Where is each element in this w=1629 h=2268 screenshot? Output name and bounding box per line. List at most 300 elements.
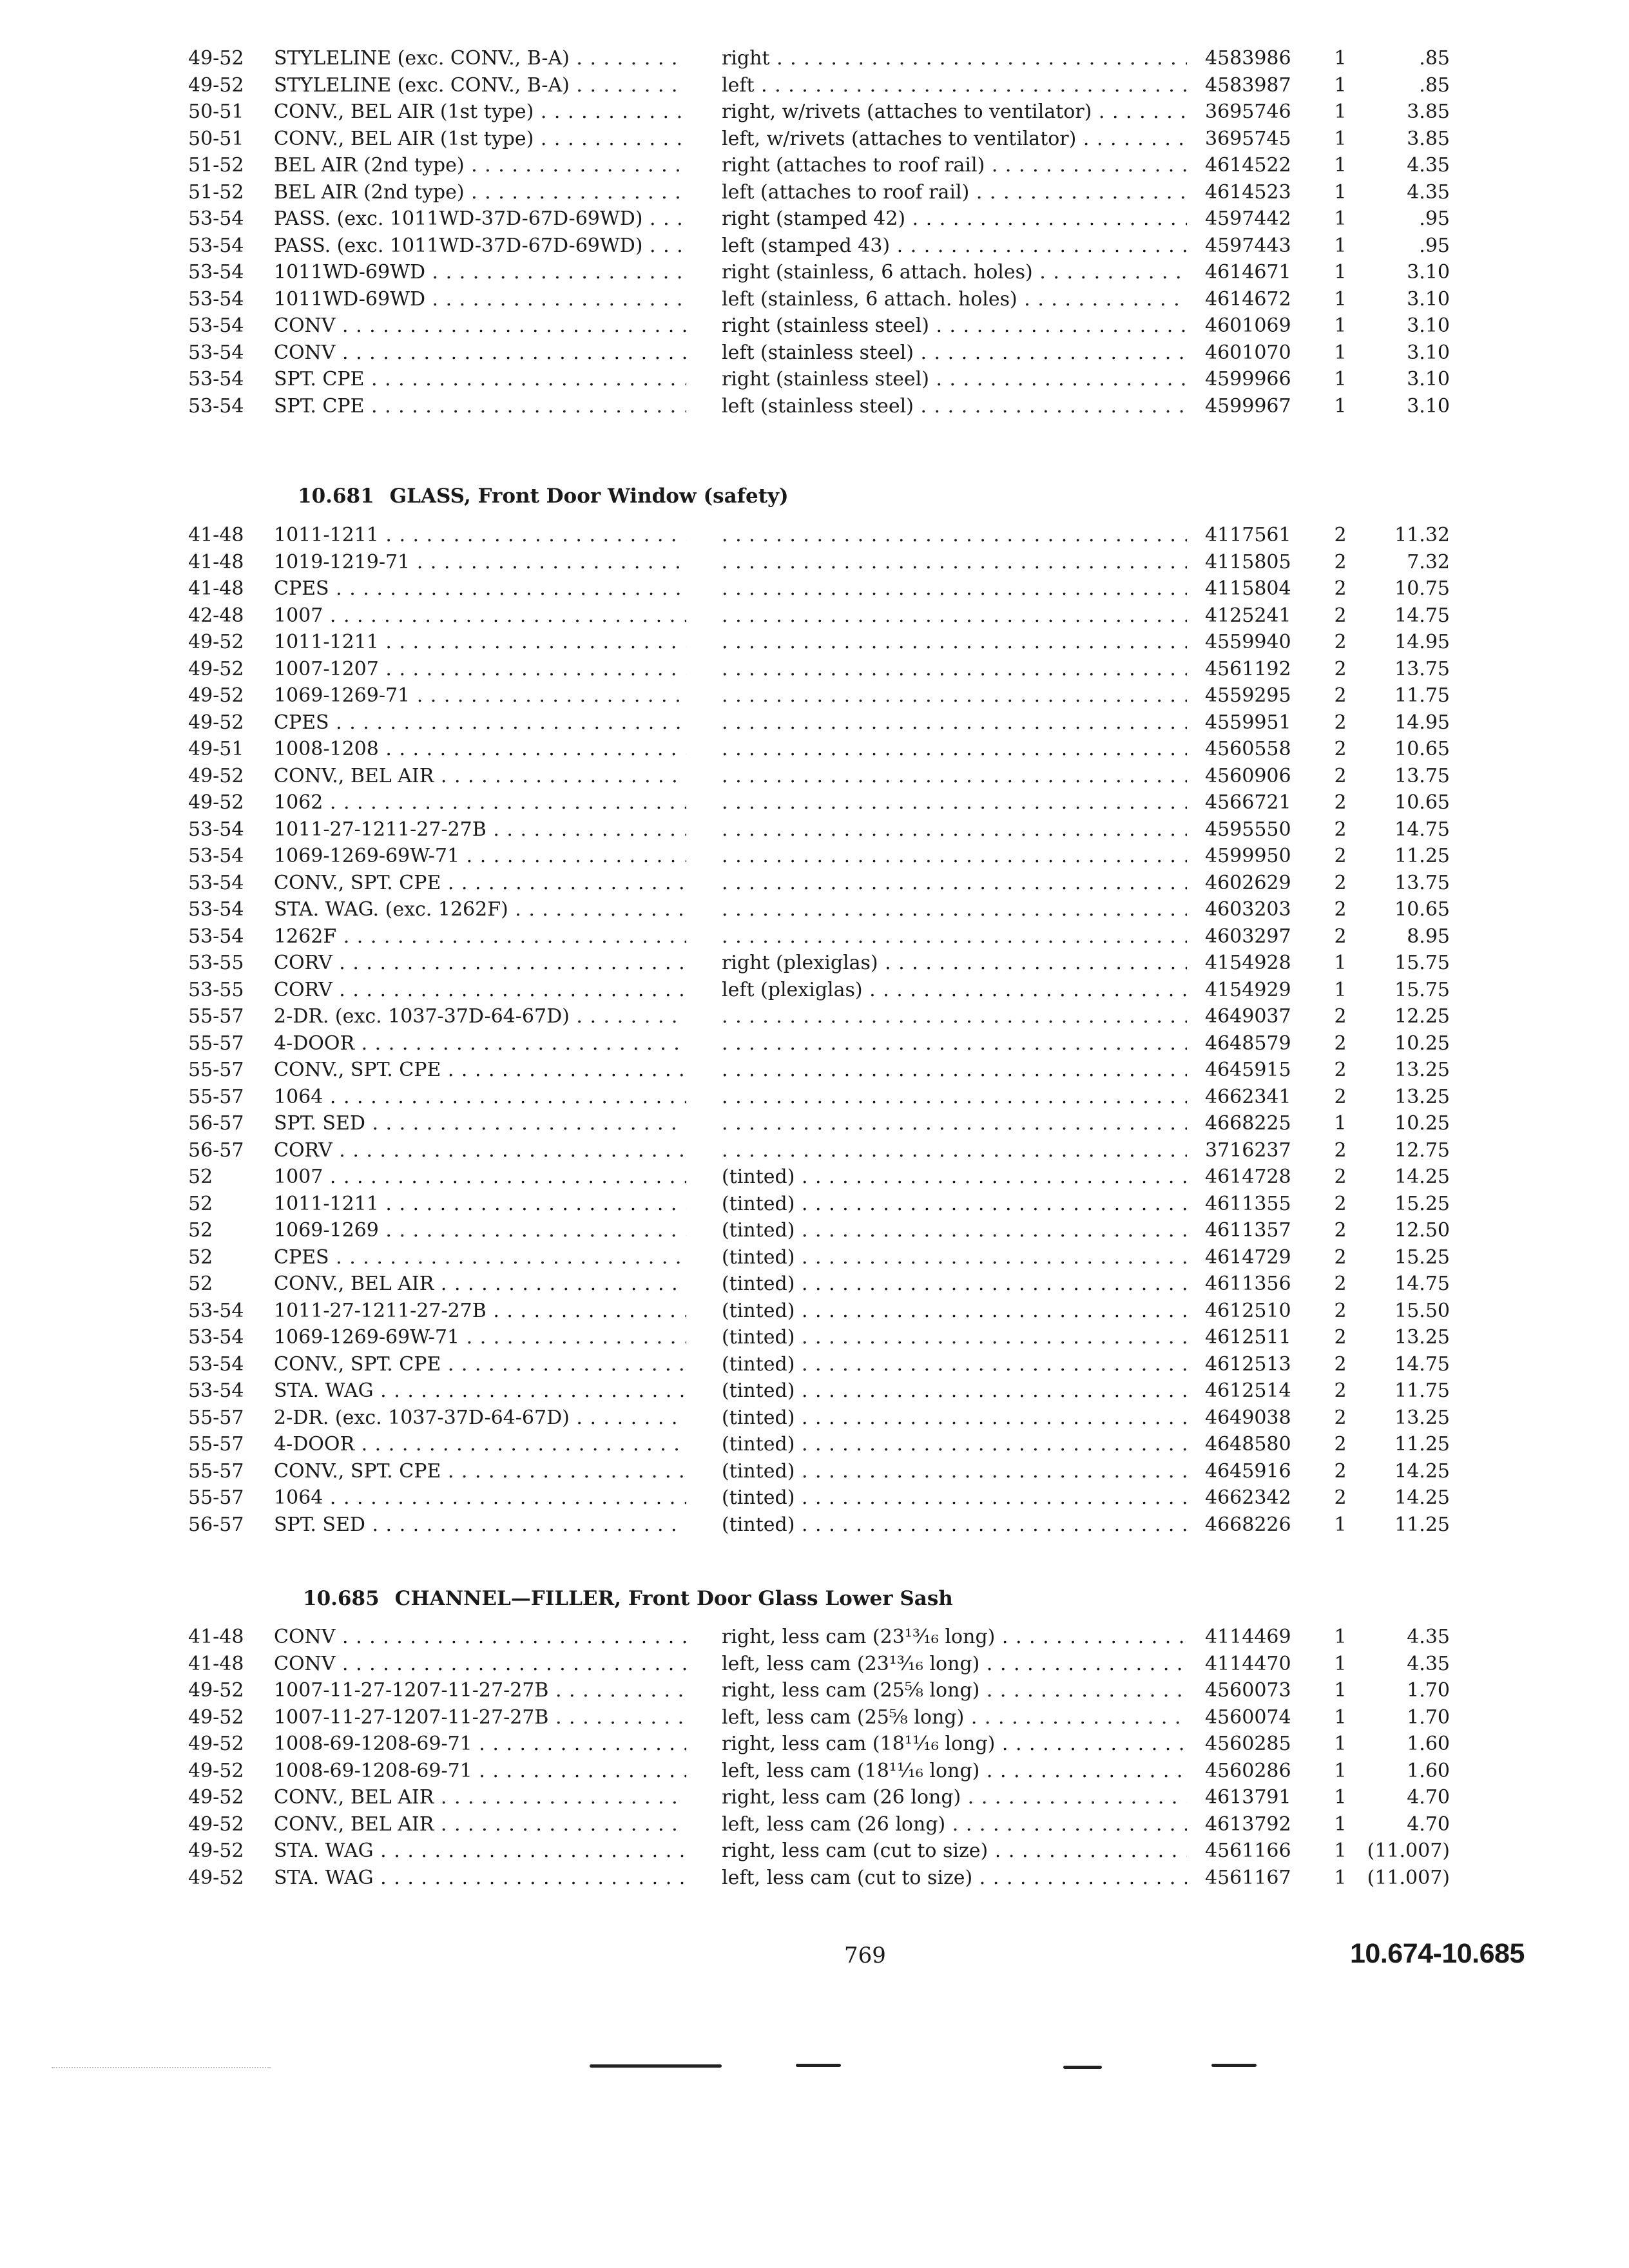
model-cell: CONV., SPT. CPE . . . xyxy=(274,1057,686,1084)
table-row xyxy=(0,366,1629,393)
description-cell: left (stainless steel) . . . xyxy=(722,340,1187,367)
year-range-cell: 41-48 xyxy=(188,1626,244,1648)
price-cell: 1.60 xyxy=(1407,1759,1450,1782)
table-row xyxy=(0,1512,1629,1539)
scan-artifact xyxy=(796,2064,841,2067)
description-cell: right (attaches to roof rail) . . . xyxy=(722,152,1187,179)
price-cell: 4.35 xyxy=(1407,1626,1450,1648)
quantity-cell: 1 xyxy=(1334,207,1347,230)
model-cell: CORV . . . xyxy=(274,977,686,1004)
quantity-cell: 1 xyxy=(1334,47,1347,70)
section-heading-10-685 xyxy=(303,1587,953,1610)
table-row xyxy=(0,1784,1629,1811)
quantity-cell: 2 xyxy=(1334,1352,1347,1376)
description-cell: left (attaches to roof rail) . . . xyxy=(722,179,1187,206)
price-cell: 3.10 xyxy=(1407,394,1450,418)
table-row xyxy=(0,549,1629,576)
part-number-cell: 4614671 xyxy=(1205,261,1291,284)
description-cell: right, less cam (25⅝ long) . . . xyxy=(722,1677,1187,1704)
model-cell: 1007 . . . xyxy=(274,602,686,629)
description-cell: left (stainless steel) . . . xyxy=(722,393,1187,420)
part-number-cell: 4154929 xyxy=(1205,978,1291,1001)
description-cell: (tinted) . . . xyxy=(722,1164,1187,1191)
part-number-cell: 4603203 xyxy=(1205,898,1291,921)
price-cell: 14.75 xyxy=(1394,1273,1450,1295)
year-range-cell: 53-55 xyxy=(188,978,244,1001)
description-cell: left (stamped 43) . . . xyxy=(722,233,1187,260)
price-cell: 13.75 xyxy=(1394,871,1450,894)
part-number-cell: 4602629 xyxy=(1205,871,1291,894)
quantity-cell: 2 xyxy=(1334,791,1347,814)
quantity-cell: 1 xyxy=(1334,952,1347,974)
page-number: 769 xyxy=(844,1943,886,1968)
table-row xyxy=(0,522,1629,549)
price-cell: 3.85 xyxy=(1407,101,1450,123)
table-row xyxy=(0,977,1629,1004)
description-cell: right, less cam (18¹¹⁄₁₆ long) . . . xyxy=(722,1731,1187,1758)
quantity-cell: 2 xyxy=(1334,1433,1347,1456)
description-cell: (tinted) . . . xyxy=(722,1191,1187,1218)
price-cell: 4.70 xyxy=(1407,1812,1450,1836)
year-range-cell: 53-54 xyxy=(188,394,244,418)
table-row xyxy=(0,816,1629,843)
description-cell xyxy=(722,1030,1187,1057)
model-cell: 1011-1211 . . . xyxy=(274,522,686,549)
model-cell: 2-DR. (exc. 1037-37D-64-67D) . . . xyxy=(274,1003,686,1030)
model-cell: CONV . . . xyxy=(274,340,686,367)
description-cell xyxy=(722,763,1187,790)
description-cell xyxy=(722,629,1187,656)
price-cell: 11.25 xyxy=(1394,845,1450,867)
year-range-cell: 55-57 xyxy=(188,1005,244,1028)
model-cell: 1008-69-1208-69-71 . . . xyxy=(274,1731,686,1758)
quantity-cell: 1 xyxy=(1334,101,1347,123)
table-row xyxy=(0,286,1629,313)
description-cell: (tinted) . . . xyxy=(722,1405,1187,1432)
model-cell: CPES . . . xyxy=(274,575,686,602)
year-range-cell: 41-48 xyxy=(188,524,244,546)
table-row xyxy=(0,1324,1629,1351)
part-number-cell: 4560906 xyxy=(1205,764,1291,787)
description-cell: right (stainless, 6 attach. holes) . . . xyxy=(722,259,1187,286)
quantity-cell: 1 xyxy=(1334,314,1347,337)
part-number-cell: 4114470 xyxy=(1205,1652,1291,1675)
price-cell: 13.25 xyxy=(1394,1059,1450,1081)
description-cell: left (plexiglas) . . . xyxy=(722,977,1187,1004)
quantity-cell: 2 xyxy=(1334,1219,1347,1242)
quantity-cell: 2 xyxy=(1334,1032,1347,1055)
quantity-cell: 1 xyxy=(1334,154,1347,177)
part-number-cell: 4614523 xyxy=(1205,180,1291,204)
price-cell: 1.60 xyxy=(1407,1733,1450,1755)
price-cell: 11.75 xyxy=(1394,1379,1450,1402)
year-range-cell: 53-54 xyxy=(188,845,244,867)
quantity-cell: 1 xyxy=(1334,1786,1347,1809)
price-cell: 4.35 xyxy=(1407,1652,1450,1675)
description-cell xyxy=(722,602,1187,629)
year-range-cell: 49-52 xyxy=(188,47,244,70)
table-row xyxy=(0,1758,1629,1785)
description-cell xyxy=(722,1137,1187,1164)
parts-table-10-685 xyxy=(0,1624,1629,1891)
scan-artifact xyxy=(52,2067,271,2068)
quantity-cell: 1 xyxy=(1334,1652,1347,1675)
quantity-cell: 2 xyxy=(1334,684,1347,707)
part-number-cell: 4561166 xyxy=(1205,1840,1291,1862)
part-number-cell: 4612514 xyxy=(1205,1379,1291,1402)
table-row xyxy=(0,393,1629,420)
model-cell: 1011WD-69WD . . . xyxy=(274,259,686,286)
year-range-cell: 49-52 xyxy=(188,1786,244,1809)
model-cell: 1064 . . . xyxy=(274,1084,686,1111)
quantity-cell: 2 xyxy=(1334,1059,1347,1081)
description-cell xyxy=(722,816,1187,843)
part-number-cell: 4614729 xyxy=(1205,1245,1291,1269)
model-cell: 1069-1269-69W-71 . . . xyxy=(274,1324,686,1351)
quantity-cell: 1 xyxy=(1334,368,1347,390)
year-range-cell: 49-52 xyxy=(188,711,244,734)
quantity-cell: 2 xyxy=(1334,1379,1347,1402)
description-cell xyxy=(722,1110,1187,1137)
description-cell xyxy=(722,656,1187,683)
model-cell: CONV . . . xyxy=(274,1624,686,1651)
description-cell xyxy=(722,1084,1187,1111)
section-title: GLASS, Front Door Window (safety) xyxy=(389,485,789,508)
table-row xyxy=(0,1244,1629,1271)
quantity-cell: 2 xyxy=(1334,1245,1347,1269)
table-row xyxy=(0,1030,1629,1057)
part-number-cell: 4599967 xyxy=(1205,394,1291,418)
model-cell: CONV . . . xyxy=(274,312,686,340)
year-range-cell: 41-48 xyxy=(188,577,244,600)
price-cell: 3.85 xyxy=(1407,127,1450,150)
part-number-cell: 4611356 xyxy=(1205,1273,1291,1295)
quantity-cell: 2 xyxy=(1334,550,1347,573)
description-cell: right (stamped 42) . . . xyxy=(722,206,1187,233)
table-row xyxy=(0,1057,1629,1084)
year-range-cell: 49-52 xyxy=(188,657,244,680)
part-number-cell: 4649038 xyxy=(1205,1406,1291,1429)
price-cell: 14.75 xyxy=(1394,604,1450,627)
description-cell xyxy=(722,575,1187,602)
part-number-cell: 4115804 xyxy=(1205,577,1291,600)
description-cell xyxy=(722,923,1187,950)
table-row xyxy=(0,656,1629,683)
year-range-cell: 53-54 xyxy=(188,261,244,284)
year-range-cell: 53-54 xyxy=(188,1379,244,1402)
model-cell: 1011-1211 . . . xyxy=(274,629,686,656)
price-cell: 11.25 xyxy=(1394,1433,1450,1456)
quantity-cell: 2 xyxy=(1334,818,1347,841)
table-row xyxy=(0,312,1629,340)
part-number-cell: 4613791 xyxy=(1205,1786,1291,1809)
year-range-cell: 53-54 xyxy=(188,234,244,257)
table-row xyxy=(0,233,1629,260)
quantity-cell: 2 xyxy=(1334,1192,1347,1215)
year-range-cell: 50-51 xyxy=(188,101,244,123)
model-cell: CONV., BEL AIR . . . xyxy=(274,1784,686,1811)
table-row xyxy=(0,575,1629,602)
price-cell: 14.75 xyxy=(1394,1352,1450,1376)
year-range-cell: 49-52 xyxy=(188,631,244,653)
model-cell: SPT. CPE . . . xyxy=(274,393,686,420)
table-row xyxy=(0,1651,1629,1678)
description-cell: left (stainless, 6 attach. holes) . . . xyxy=(722,286,1187,313)
price-cell: 10.75 xyxy=(1394,577,1450,600)
table-row xyxy=(0,709,1629,736)
price-cell: 13.25 xyxy=(1394,1326,1450,1349)
section-heading-10-681 xyxy=(298,485,789,508)
model-cell: CPES . . . xyxy=(274,709,686,736)
price-cell: 1.70 xyxy=(1407,1706,1450,1729)
price-cell: 10.65 xyxy=(1394,791,1450,814)
year-range-cell: 53-54 xyxy=(188,871,244,894)
model-cell: PASS. (exc. 1011WD-37D-67D-69WD) . . . xyxy=(274,233,686,260)
table-row xyxy=(0,950,1629,977)
part-number-cell: 4601070 xyxy=(1205,341,1291,364)
price-cell: 12.50 xyxy=(1394,1219,1450,1242)
quantity-cell: 1 xyxy=(1334,978,1347,1001)
description-cell xyxy=(722,682,1187,709)
part-number-cell: 4601069 xyxy=(1205,314,1291,337)
part-number-cell: 4559951 xyxy=(1205,711,1291,734)
description-cell: left, less cam (25⅝ long) . . . xyxy=(722,1704,1187,1731)
model-cell: CONV., SPT. CPE . . . xyxy=(274,1351,686,1378)
description-cell: right, less cam (26 long) . . . xyxy=(722,1784,1187,1811)
price-cell: 3.10 xyxy=(1407,261,1450,284)
table-row xyxy=(0,152,1629,179)
year-range-cell: 55-57 xyxy=(188,1486,244,1509)
year-range-cell: 52 xyxy=(188,1166,213,1188)
quantity-cell: 1 xyxy=(1334,1733,1347,1755)
year-range-cell: 53-54 xyxy=(188,207,244,230)
year-range-cell: 55-57 xyxy=(188,1032,244,1055)
model-cell: 1062 . . . xyxy=(274,789,686,816)
year-range-cell: 53-54 xyxy=(188,314,244,337)
part-number-cell: 3695745 xyxy=(1205,127,1291,150)
year-range-cell: 49-52 xyxy=(188,1706,244,1729)
part-number-cell: 4583986 xyxy=(1205,47,1291,70)
description-cell xyxy=(722,870,1187,897)
table-row xyxy=(0,206,1629,233)
year-range-cell: 49-51 xyxy=(188,738,244,760)
part-number-cell: 4560558 xyxy=(1205,738,1291,760)
table-row xyxy=(0,1485,1629,1512)
quantity-cell: 1 xyxy=(1334,234,1347,257)
year-range-cell: 55-57 xyxy=(188,1433,244,1456)
year-range-cell: 51-52 xyxy=(188,180,244,204)
part-number-cell: 4114469 xyxy=(1205,1626,1291,1648)
model-cell: 1019-1219-71 . . . xyxy=(274,549,686,576)
part-number-cell: 4649037 xyxy=(1205,1005,1291,1028)
quantity-cell: 1 xyxy=(1334,341,1347,364)
table-row xyxy=(0,126,1629,153)
part-number-cell: 4612511 xyxy=(1205,1326,1291,1349)
price-cell: (11.007) xyxy=(1367,1866,1450,1889)
year-range-cell: 56-57 xyxy=(188,1513,244,1536)
quantity-cell: 2 xyxy=(1334,925,1347,948)
quantity-cell: 2 xyxy=(1334,1005,1347,1028)
description-cell xyxy=(722,549,1187,576)
price-cell: 14.75 xyxy=(1394,818,1450,841)
model-cell: 1007-11-27-1207-11-27-27B . . . xyxy=(274,1677,686,1704)
quantity-cell: 1 xyxy=(1334,1112,1347,1135)
quantity-cell: 2 xyxy=(1334,631,1347,653)
table-row xyxy=(0,99,1629,126)
price-cell: 4.35 xyxy=(1407,180,1450,204)
year-range-cell: 53-54 xyxy=(188,341,244,364)
price-cell: 13.75 xyxy=(1394,657,1450,680)
quantity-cell: 2 xyxy=(1334,711,1347,734)
part-number-cell: 4612513 xyxy=(1205,1352,1291,1376)
year-range-cell: 49-52 xyxy=(188,1759,244,1782)
quantity-cell: 2 xyxy=(1334,1166,1347,1188)
table-row xyxy=(0,923,1629,950)
year-range-cell: 49-52 xyxy=(188,73,244,97)
table-row xyxy=(0,340,1629,367)
quantity-cell: 2 xyxy=(1334,1326,1347,1349)
price-cell: 1.70 xyxy=(1407,1679,1450,1702)
table-row xyxy=(0,1624,1629,1651)
year-range-cell: 49-52 xyxy=(188,684,244,707)
model-cell: STA. WAG . . . xyxy=(274,1378,686,1405)
description-cell: right (plexiglas) . . . xyxy=(722,950,1187,977)
price-cell: 15.25 xyxy=(1394,1192,1450,1215)
year-range-cell: 49-52 xyxy=(188,1840,244,1862)
part-number-cell: 4583987 xyxy=(1205,73,1291,97)
part-number-cell: 3695746 xyxy=(1205,101,1291,123)
description-cell: (tinted) . . . xyxy=(722,1298,1187,1325)
table-row xyxy=(0,1271,1629,1298)
table-row xyxy=(0,1838,1629,1865)
part-number-cell: 4125241 xyxy=(1205,604,1291,627)
table-row xyxy=(0,1110,1629,1137)
year-range-cell: 52 xyxy=(188,1245,213,1269)
section-number: 10.685 xyxy=(303,1587,380,1610)
part-number-cell: 4560074 xyxy=(1205,1706,1291,1729)
quantity-cell: 1 xyxy=(1334,1626,1347,1648)
quantity-cell: 2 xyxy=(1334,871,1347,894)
model-cell: 1069-1269-69W-71 . . . xyxy=(274,843,686,870)
description-cell: left, w/rivets (attaches to ventilator) . . . xyxy=(722,126,1187,153)
table-row xyxy=(0,1431,1629,1458)
description-cell: (tinted) . . . xyxy=(722,1351,1187,1378)
price-cell: 7.32 xyxy=(1407,550,1450,573)
part-number-cell: 3716237 xyxy=(1205,1139,1291,1162)
price-cell: .95 xyxy=(1419,234,1450,257)
model-cell: CONV., BEL AIR . . . xyxy=(274,1271,686,1298)
model-cell: 4-DOOR . . . xyxy=(274,1431,686,1458)
table-row xyxy=(0,843,1629,870)
description-cell: (tinted) . . . xyxy=(722,1271,1187,1298)
model-cell: 1007-1207 . . . xyxy=(274,656,686,683)
model-cell: 1069-1269 . . . xyxy=(274,1217,686,1244)
model-cell: SPT. SED . . . xyxy=(274,1512,686,1539)
quantity-cell: 1 xyxy=(1334,261,1347,284)
quantity-cell: 1 xyxy=(1334,1679,1347,1702)
part-number-cell: 4560073 xyxy=(1205,1679,1291,1702)
model-cell: PASS. (exc. 1011WD-37D-67D-69WD) . . . xyxy=(274,206,686,233)
part-number-cell: 4561167 xyxy=(1205,1866,1291,1889)
table-row xyxy=(0,1458,1629,1485)
quantity-cell: 2 xyxy=(1334,577,1347,600)
model-cell: CONV., BEL AIR (1st type) . . . xyxy=(274,126,686,153)
price-cell: 12.75 xyxy=(1394,1139,1450,1162)
price-cell: 8.95 xyxy=(1407,925,1450,948)
part-number-cell: 4560285 xyxy=(1205,1733,1291,1755)
model-cell: 1007-11-27-1207-11-27-27B . . . xyxy=(274,1704,686,1731)
price-cell: 10.25 xyxy=(1394,1032,1450,1055)
quantity-cell: 2 xyxy=(1334,1486,1347,1509)
price-cell: 11.25 xyxy=(1394,1513,1450,1536)
price-cell: 15.75 xyxy=(1394,978,1450,1001)
table-row xyxy=(0,179,1629,206)
description-cell xyxy=(722,896,1187,923)
part-number-cell: 4599950 xyxy=(1205,845,1291,867)
description-cell: left, less cam (18¹¹⁄₁₆ long) . . . xyxy=(722,1758,1187,1785)
quantity-cell: 2 xyxy=(1334,1406,1347,1429)
description-cell: left, less cam (23¹³⁄₁₆ long) . . . xyxy=(722,1651,1187,1678)
model-cell: CONV., BEL AIR . . . xyxy=(274,1811,686,1838)
quantity-cell: 2 xyxy=(1334,604,1347,627)
year-range-cell: 49-52 xyxy=(188,1679,244,1702)
table-row xyxy=(0,1731,1629,1758)
price-cell: 14.95 xyxy=(1394,631,1450,653)
table-row xyxy=(0,1137,1629,1164)
description-cell: (tinted) . . . xyxy=(722,1512,1187,1539)
description-cell xyxy=(722,522,1187,549)
part-number-cell: 4668225 xyxy=(1205,1112,1291,1135)
table-row xyxy=(0,1405,1629,1432)
table-row xyxy=(0,1298,1629,1325)
part-number-cell: 4614728 xyxy=(1205,1166,1291,1188)
price-cell: 15.25 xyxy=(1394,1245,1450,1269)
table-row xyxy=(0,1084,1629,1111)
description-cell xyxy=(722,789,1187,816)
table-row xyxy=(0,896,1629,923)
model-cell: CONV., BEL AIR (1st type) . . . xyxy=(274,99,686,126)
description-cell: right (stainless steel) . . . xyxy=(722,312,1187,340)
description-cell: right, less cam (23¹³⁄₁₆ long) . . . xyxy=(722,1624,1187,1651)
price-cell: (11.007) xyxy=(1367,1840,1450,1862)
model-cell: SPT. SED . . . xyxy=(274,1110,686,1137)
part-number-cell: 4648580 xyxy=(1205,1433,1291,1456)
year-range-cell: 52 xyxy=(188,1219,213,1242)
model-cell: 1011-1211 . . . xyxy=(274,1191,686,1218)
quantity-cell: 1 xyxy=(1334,1866,1347,1889)
quantity-cell: 1 xyxy=(1334,1759,1347,1782)
model-cell: CORV . . . xyxy=(274,1137,686,1164)
description-cell: (tinted) . . . xyxy=(722,1458,1187,1485)
part-number-cell: 4597443 xyxy=(1205,234,1291,257)
description-cell: (tinted) . . . xyxy=(722,1378,1187,1405)
part-number-cell: 4612510 xyxy=(1205,1299,1291,1322)
price-cell: 15.50 xyxy=(1394,1299,1450,1322)
quantity-cell: 1 xyxy=(1334,1706,1347,1729)
year-range-cell: 49-52 xyxy=(188,1866,244,1889)
price-cell: 11.32 xyxy=(1394,524,1450,546)
price-cell: 10.65 xyxy=(1394,898,1450,921)
year-range-cell: 51-52 xyxy=(188,154,244,177)
model-cell: 1011-27-1211-27-27B . . . xyxy=(274,1298,686,1325)
table-row xyxy=(0,1378,1629,1405)
quantity-cell: 1 xyxy=(1334,287,1347,311)
description-cell: left, less cam (26 long) . . . xyxy=(722,1811,1187,1838)
quantity-cell: 2 xyxy=(1334,657,1347,680)
price-cell: 13.25 xyxy=(1394,1085,1450,1108)
scan-artifact xyxy=(1063,2066,1102,2069)
part-number-cell: 4154928 xyxy=(1205,952,1291,974)
